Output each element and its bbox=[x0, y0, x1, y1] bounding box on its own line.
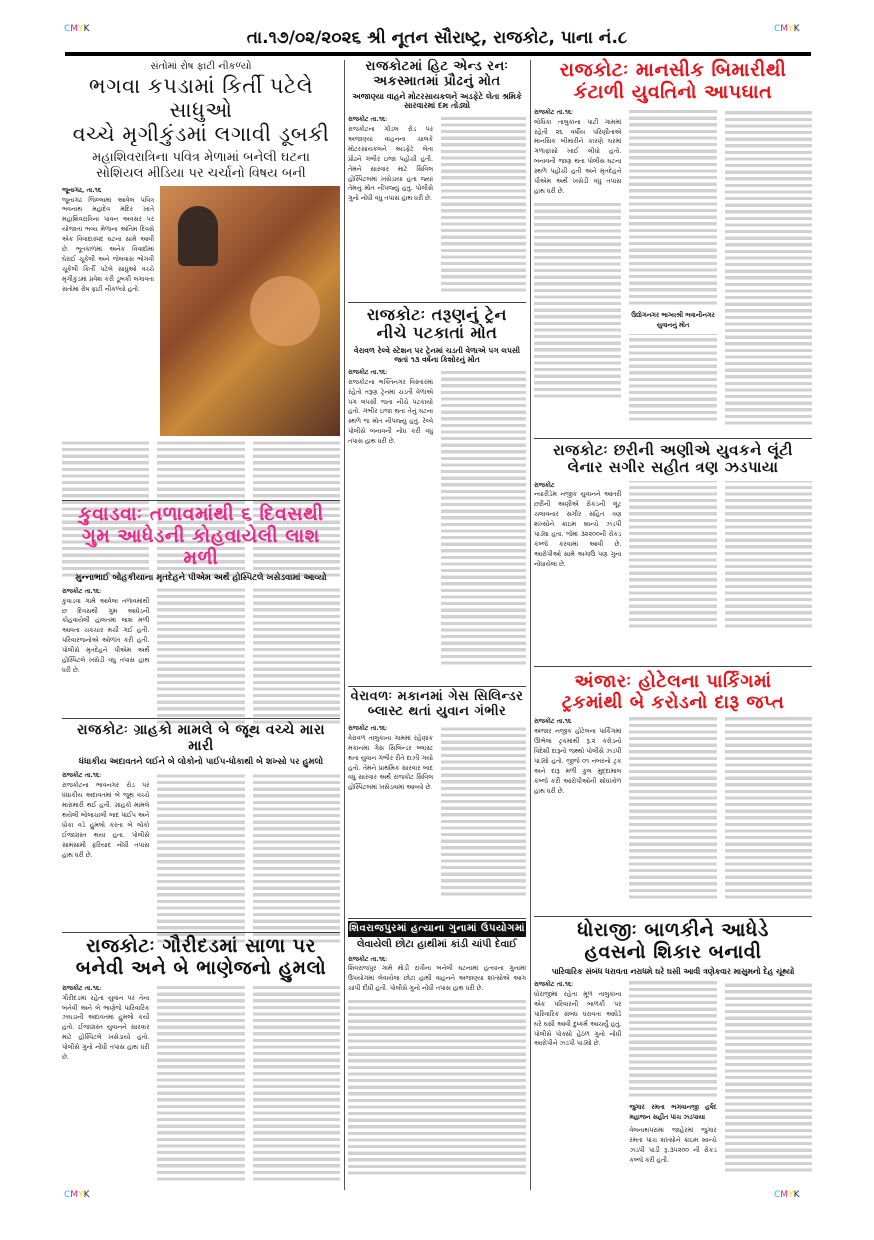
story-gorid bbox=[62, 936, 340, 1196]
story-headline: રાજકોટઃ છરીની અણીએ યુવકને લૂંટી bbox=[553, 441, 793, 459]
story-train bbox=[348, 306, 526, 686]
story-body-text bbox=[629, 108, 716, 308]
story-chhari bbox=[534, 442, 812, 642]
column-divider bbox=[344, 60, 345, 1190]
story-subheadline: પારિવારિક સંબંધ ધરાવતા નરાધમે ઘરે ઘસી આવી ત્રણેકવાર માસુમનો દેહ ચૂંથ્યો bbox=[551, 966, 795, 976]
story-kicker: સંતોમાં રોષ ફાટી નીકળ્યો bbox=[150, 61, 252, 72]
story-dateline: રાજકોટ તા.૧૬ઃ bbox=[348, 368, 388, 376]
story-headline: રાજકોટઃ ગ્રાહકો મામલે બે જૂથ વચ્ચે મારા મારી bbox=[76, 722, 326, 755]
section-divider bbox=[348, 918, 526, 919]
story-body-text bbox=[629, 481, 716, 631]
story-headline: ટ્રકમાંથી બે કરોડનો દારૂ જપ્ત bbox=[561, 691, 785, 713]
story-dateline: રાજકોટ તા.૧૬ઃ bbox=[348, 116, 388, 124]
story-subheadline: અજાણ્યા વાહને મોટરસાયકલને અડફેટે લેતા શ્રમિકે સારવારમાં દમ તોડ્યો bbox=[352, 91, 522, 111]
story-shivrajpur bbox=[348, 921, 526, 1191]
story-body-text bbox=[253, 771, 340, 946]
story-anjar bbox=[534, 672, 812, 917]
story-headline: નીચે પટકાતાં મોત bbox=[376, 323, 498, 343]
story-dateline: રાજકોટ તા.૧૬ઃ bbox=[534, 108, 574, 116]
story-subheadline: વેરાવળ રેલ્વે સ્ટેશન પર ટ્રેનમાં ચડતી વેળાએ પગ લપસી જતાં ૧૩ વર્ષના કિશોરનું મોત bbox=[353, 345, 521, 364]
story-headline: રાજકોટઃ ગૌરીદડમાં સાળા પર bbox=[86, 935, 316, 957]
story-dhoraji bbox=[534, 920, 812, 1192]
story-headline: રાજકોટઃ માનસીક બિમારીથી bbox=[559, 59, 787, 81]
story-dateline: જૂનાગઢ, તા.૧૬ bbox=[62, 186, 102, 194]
story-hit-and-run bbox=[348, 60, 526, 300]
story-body-text bbox=[725, 717, 812, 902]
story-headline: ધોરાજીઃ બાળકીને આધેડે bbox=[577, 919, 769, 941]
photo-figure bbox=[178, 206, 218, 266]
story-headline: કુવાડવાઃ તળાવમાંથી ૬ દિવસથી bbox=[78, 503, 324, 525]
story-body: રાજકોટના ભક્તિનગર વિસ્તારમાં રહેતો તરૂણ ટ્રેનમાં ચડતી વેળાએ પગ લપસી જતા નીચે પટકાયો હતો. ગંભીર ઇજા થતા તેનું ઘટના સ્થળે જ મોત નીપજ્યું હતું. રેલ્વે પોલીસે બનાવની નોંધ કરી વધુ તપાસ હાથ ધરી છે. bbox=[348, 378, 433, 446]
story-dateline: રાજકોટ તા.૧૬ bbox=[534, 718, 572, 726]
section-divider bbox=[62, 932, 340, 933]
story-photo bbox=[160, 186, 340, 436]
story-body-text bbox=[629, 334, 716, 424]
story-box-title: ઉદ્યોગનગર ભાગ્યશ્રી ભવાનીનગર યુવાનનું મોત bbox=[631, 311, 715, 329]
story-body-text bbox=[441, 115, 526, 295]
photo-figure bbox=[250, 276, 320, 346]
story-headline: રાજકોટઃ તરૂણનું ટ્રેન bbox=[367, 305, 507, 324]
story-body-text bbox=[725, 481, 812, 631]
story-dateline: રાજકોટ તા.૧૬ઃ bbox=[534, 981, 574, 989]
story-body: ગૌરીદડમાં રહેતા યુવાન પર તેના બનેવી અને બે ભાણેજે પારિવારિક ઝઘડાની અદાવતમાં હુમલો કર્યો હતો. ઈજાગ્રસ્ત યુવાનને સારવાર માટે હોસ્પિટલે ખસેડાયો હતો. પોલીસે ગુનો નોંધી તપાસ હાથ ધરી છે. bbox=[62, 994, 150, 1062]
story-subheadline: સોશિયલ મીડિયા પર ચર્ચાનો વિષય બની bbox=[96, 166, 306, 182]
story-body-text bbox=[253, 587, 340, 727]
story-kuvadva bbox=[62, 504, 340, 719]
story-headline: વચ્ચે મૃગીકુંડમાં લગાવી ડૂબકી bbox=[72, 122, 330, 147]
story-dateline: રાજકોટ તા.૧૬ઃ bbox=[348, 724, 388, 732]
story-subheadline: મહાશિવરાત્રિના પવિત્ર મેળામાં બનેલી ઘટના bbox=[92, 150, 310, 166]
column-divider bbox=[530, 60, 531, 1190]
story-veraval-gas bbox=[348, 690, 526, 915]
story-dateline: રાજકોટ તા.૧૬ઃ bbox=[62, 587, 102, 595]
story-headline: બ્લાસ્ટ થતાં યુવાન ગંભીર bbox=[367, 703, 507, 719]
story-body-text bbox=[534, 201, 621, 401]
story-body-text bbox=[157, 984, 244, 1184]
story-box-body: વેલનાથપરામાં જાહેરમાં જુગાર રમતાં પાંચ શખ્સોને ક્રાઇમ બ્રાન્ચે ઝડપી પાડી રૂ.૩૫૨૦૦ ની રોકડ કબ્જે કરી હતી. bbox=[629, 1126, 717, 1164]
story-body: ધોરાજીમાં રહેતા મૂળ તાલુકાના એક પરિવારની બાળકી પર પારિવારિક સંબંધ ધરાવતા આધેડે ઘરે ઘસી આવી દુષ્કર્મ આચર્યું હતું. પોલીસે પોક્સો હેઠળ ગુનો નોંધી આરોપીને ઝડપી પાડ્યો છે. bbox=[534, 990, 622, 1048]
section-divider bbox=[348, 686, 526, 687]
story-subheadline: ધંધાકીય અદાવતને લઈને બે લોકોનો પાઈપ-ધોકાથી બે શખ્સો પર હુમલો bbox=[78, 757, 324, 768]
story-dateline: રાજકોટ તા.૧૬ઃ bbox=[348, 955, 388, 963]
page-masthead: તા.૧૭/૦૨/૨૦૨૬ શ્રી નૂતન સૌરાષ્ટ્ર, રાજકોટ, પાના નં.૮ bbox=[246, 28, 628, 48]
story-body-text bbox=[629, 717, 716, 902]
story-body: શિવરાજપુર ગામે મોડી રાત્રીના બનેલી ઘટનામાં હત્યાના ગુનામાં ઉપયોગમાં લેવાયેલા છોટા હાથી વાહનને અજાણ્યા શખ્સોએ આગ ચાંપી દીધી હતી. પોલીસે ગુનો નોંધી તપાસ હાથ ધરી છે. bbox=[348, 965, 526, 993]
story-body-text bbox=[441, 724, 526, 899]
registration-mark-bottom-left: CMYK bbox=[64, 1190, 90, 1200]
registration-mark-bottom-right: CMYK bbox=[774, 1190, 800, 1200]
story-box-title: જુગાર રમતા ભગવાનજી હર્ષદ મહાજન સહીત પાંચ ઝડપાયા bbox=[629, 1104, 717, 1121]
story-body: કુવાડવા ગામે આવેલા તળાવમાંથી છ દિવસથી ગુમ આધેડની કોહવાયેલી હાલતમાં લાશ મળી આવતા ચકચાર મચી ગઈ હતી. પરિવારજનોએ ઓળખ કરી હતી. પોલીસે મૃતદેહને પીએમ અર્થે હોસ્પિટલે ખસેડી વધુ તપાસ હાથ ધરી છે. bbox=[62, 597, 150, 674]
masthead-rule bbox=[65, 52, 811, 56]
story-body-text bbox=[629, 980, 716, 1100]
story-grahako bbox=[62, 722, 340, 932]
registration-mark-left: CMYK bbox=[64, 24, 90, 34]
story-headline: કંટાળી યુવતિનો આપઘાત bbox=[573, 80, 773, 103]
story-body: અંજાર નજીક હોટેલના પાર્કિંગમાં ઊભેલા ટ્રકમાંથી રૂ.૨ કરોડનો વિદેશી દારૂનો જથ્થો પોલીસે ઝડપી પાડ્યો હતો. જીજે ૦૧ નંબરનો ટ્રક અને દારૂ મળી કુલ મુદ્દામાલ કબ્જે કરી આરોપીઓની શોધખોળ હાથ ધરી છે. bbox=[534, 728, 622, 795]
story-subheadline: મુન્નાભાઈ બોહકીયાના મૃતદેહને પીએમ અર્થે હોસ્પિટલે ખસેડવામાં આવ્યો bbox=[75, 572, 327, 583]
story-body: જૂનાગઢ જિલ્લામાં આવેલ પવિત્ર ભવનાથ મહાદેવ મંદિર ખાતે મહાશિવરાત્રિના પાવન અવસર પર યોજાતા ભવ્ય મેળાના અંતિમ દિવસે એક વિવાદાસ્પદ ઘટના સામે આવી છે. ભૂતકાળમાં અનેક વિવાદોમાં ઘેરાઈ ચૂકેલી અને જેલવાસ ભોગવી ચૂકેલી કિર્તી પટેલે સાધુઓ વચ્ચે મૃગીકુંડમાં પ્રવેશ કરી ડૂબકી લગાવતા સંતોમાં રોષ ફાટી નીકળ્યો હતો. bbox=[62, 196, 154, 293]
story-headline: લેનાર સગીર સહીત ત્રણ ઝડપાયા bbox=[567, 458, 779, 477]
story-headline: ભગવા કપડામાં કિર્તી પટેલે સાધુઓ bbox=[88, 74, 314, 123]
section-divider bbox=[534, 916, 812, 917]
story-body-text bbox=[253, 984, 340, 1184]
story-subheadline: લેવાયેલી છોટા હાથીમાં કાંડી ચાંપી દેવાઈ bbox=[356, 938, 517, 950]
story-body: લોધિકા તાલુકાના પાટી ગામમાં રહેતી ૨૬ વર્ષીય પરિણીતાએ માનસિક બીમારીને કારણે ઘરમાં ગળાફાંસો ખાઈ લીધો હતો. બનાવની જાણ થતા પોલીસ ઘટના સ્થળે પહોંચી હતી અને મૃતદેહને પીએમ અર્થે ખસેડી વધુ તપાસ હાથ ધરી છે. bbox=[534, 118, 622, 195]
story-dateline: રાજકોટ તા.૧૬ઃ bbox=[62, 772, 102, 780]
story-headline: ગુમ આધેડની કોહવાયેલી લાશ મળી bbox=[82, 524, 320, 569]
section-divider bbox=[62, 500, 340, 501]
story-headline: શિવરાજપુરમાં હત્યાના ગુનામાં ઉપયોગમાં bbox=[348, 921, 526, 937]
story-body: ન્યારીડેમ નજીક યુવાનને આંતરી છરીની અણીએ રોકડની લૂંટ ચલાવનાર સગીર સહિત ત્રણ શખ્સોને ક્રાઇમ બ્રાન્ચે ઝડપી પાડ્યા હતા. જેમાં ૩૨૨૦૦ની રોકડ કબ્જે કરવામાં આવી છે. આરોપીઓ સામે અગાઉ પણ ગુના નોંધાયેલા છે. bbox=[534, 491, 622, 568]
story-body: વેરાવળ તાલુકાના ગામમાં રહેણાંક મકાનમાં ગેસ સિલિન્ડર બ્લાસ્ટ થતા યુવાન ગંભીર રીતે દાઝી ગયો હતો. તેમને પ્રાથમિક સારવાર બાદ વધુ સારવાર અર્થે રાજકોટ સિવિલ હોસ્પિટલમાં ખસેડવામાં આવ્યો છે. bbox=[348, 734, 433, 792]
section-divider bbox=[534, 666, 812, 667]
story-body-text bbox=[157, 771, 244, 946]
story-headline: અંજારઃ હોટેલના પાર્કિંગમાં bbox=[574, 671, 772, 692]
story-body-text bbox=[725, 980, 812, 1175]
story-body-text bbox=[441, 368, 526, 668]
story-body-text bbox=[157, 587, 244, 727]
story-body-text bbox=[348, 998, 526, 1178]
story-body-text bbox=[725, 108, 812, 428]
story-headline: બનેવી અને બે ભાણેજનો હુમલો bbox=[75, 956, 327, 979]
story-mental-illness bbox=[534, 60, 812, 440]
registration-mark-right: CMYK bbox=[774, 24, 800, 34]
story-body: રાજકોટના ગોંડલ રોડ પર અજાણ્યા વાહનના ચાલકે મોટરસાયકલને અડફેટે લેતા પ્રૌઢને ગંભીર ઇજા પહોંચી હતી. તેમને સારવાર માટે સિવિલ હોસ્પિટલમાં ખસેડાયા હતા જ્યાં તેમનું મોત નીપજ્યું હતું. પોલીસે ગુનો નોંધી વધુ તપાસ હાથ ધરી છે. bbox=[348, 125, 433, 203]
section-divider bbox=[348, 302, 526, 303]
story-headline: વેરાવળઃ મકાનમાં ગેસ સિલિન્ડર bbox=[350, 689, 524, 704]
section-divider bbox=[62, 718, 340, 719]
story-dateline: રાજકોટ તા.૧૬ઃ bbox=[62, 984, 102, 992]
story-headline: રાજકોટમાં હિટ એન્ડ રનઃ bbox=[365, 59, 509, 74]
story-body: રાજકોટના ભાવનગર રોડ પર ધંધાકીય અદાવતમાં બે જૂથ વચ્ચે મારામારી થઈ હતી. ગ્રાહકો મામલે થયેલી બોલાચાલી બાદ પાઈપ અને ધોકા વડે હુમલો કરતા બે લોકો ઈજાગ્રસ્ત થયા હતા. પોલીસે સામસામી ફરિયાદ નોંધી તપાસ હાથ ધરી છે. bbox=[62, 782, 150, 859]
story-bhagva bbox=[62, 60, 340, 500]
story-headline: અકસ્માતમાં પ્રૌઢનું મોત bbox=[373, 73, 501, 89]
section-divider bbox=[534, 438, 812, 439]
story-dateline: રાજકોટ bbox=[534, 481, 555, 489]
story-headline: હવસનો શિકાર બનાવી bbox=[584, 940, 762, 963]
